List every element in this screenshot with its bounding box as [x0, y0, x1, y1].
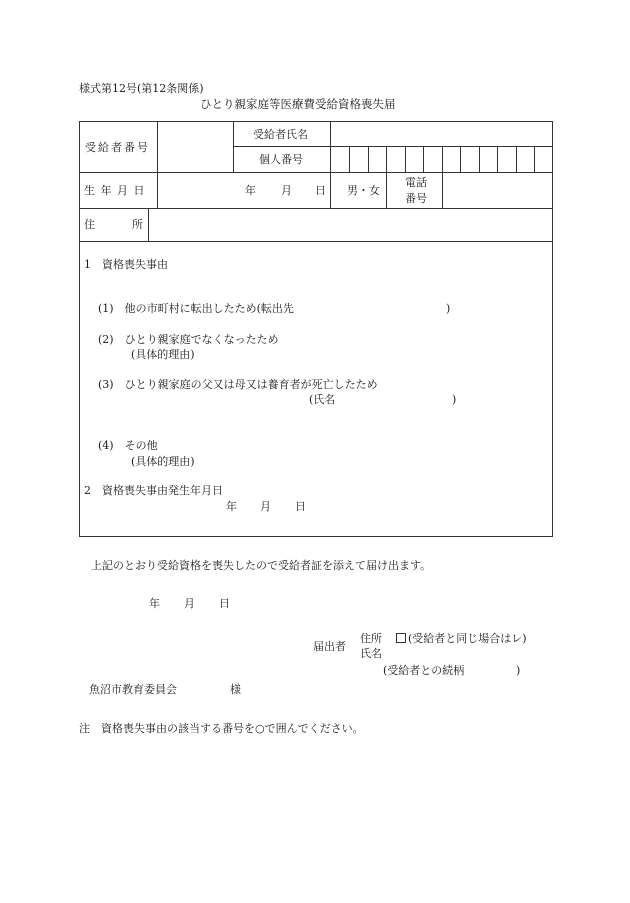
reason-item-1[interactable]: (1) 他の市町村に転出したため(転出先	[98, 302, 294, 315]
same-as-recipient-option[interactable]	[396, 633, 527, 644]
phone-label-line2: 番号	[405, 192, 427, 205]
reason-item-2[interactable]: (2) ひとり親家庭でなくなったため	[98, 333, 279, 346]
reason-item-3-name: (氏名	[309, 393, 336, 406]
reason-item-4[interactable]: (4) その他	[98, 439, 158, 452]
reason-item-4-sub: (具体的理由)	[131, 455, 195, 468]
row-divider	[233, 146, 553, 147]
occurrence-day-label: 日	[295, 500, 306, 513]
occurrence-month-label: 月	[260, 500, 271, 513]
occurrence-year-label: 年	[226, 500, 237, 513]
reasons-heading: 1 資格喪失事由	[84, 258, 168, 271]
phone-label-line1: 電話	[405, 176, 427, 189]
col-divider	[442, 172, 443, 208]
addressee-honorific: 様	[230, 683, 241, 696]
birth-date-label: 生 年 月 日	[84, 184, 146, 197]
row-divider	[79, 208, 553, 209]
declaration-statement: 上記のとおり受給資格を喪失したので受給者証を添えて届け出ます。	[91, 559, 432, 572]
relationship-close: )	[516, 664, 521, 677]
relationship-label: (受給者との続柄	[383, 664, 465, 677]
recipient-name-label: 受給者氏名	[253, 128, 308, 141]
submit-month-label: 月	[184, 597, 195, 610]
digit-cell-divider	[368, 146, 369, 172]
digit-cell-divider	[423, 146, 424, 172]
col-divider	[157, 172, 158, 208]
addressee-name: 魚沼市教育委員会	[89, 683, 177, 696]
form-number: 様式第12号(第12条関係)	[79, 82, 204, 95]
same-as-recipient-label: (受給者と同じ場合はレ)	[408, 632, 527, 645]
applicant-label: 届出者	[313, 640, 346, 653]
digit-cell-divider	[534, 146, 535, 172]
reason-item-2-sub: (具体的理由)	[131, 348, 195, 361]
digit-cell-divider	[460, 146, 461, 172]
applicant-name-label: 氏名	[360, 647, 382, 660]
address-label-char2: 所	[132, 218, 143, 231]
occurrence-date-heading: 2 資格喪失事由発生年月日	[84, 484, 223, 497]
col-divider	[148, 208, 149, 241]
digit-cell-divider	[386, 146, 387, 172]
reason-item-1-close: )	[446, 302, 451, 315]
digit-cell-divider	[479, 146, 480, 172]
col-divider	[386, 172, 387, 208]
digit-cell-divider	[442, 146, 443, 172]
digit-cell-divider	[497, 146, 498, 172]
form-note: 注 資格喪失事由の該当する番号を○で囲んでください。	[79, 722, 364, 735]
digit-cell-divider	[349, 146, 350, 172]
birth-day-label: 日	[315, 184, 326, 197]
submit-day-label: 日	[219, 597, 230, 610]
digit-cell-divider	[405, 146, 406, 172]
individual-number-label: 個人番号	[259, 153, 303, 166]
col-divider	[157, 121, 158, 172]
row-divider	[79, 172, 553, 173]
birth-month-label: 月	[281, 184, 292, 197]
sex-selector[interactable]: 男・女	[347, 184, 380, 197]
recipient-number-label: 受給者番号	[85, 141, 150, 154]
applicant-address-label: 住所	[360, 632, 382, 645]
checkbox-icon[interactable]	[396, 633, 406, 643]
address-label-char1: 住	[84, 218, 95, 231]
form-title: ひとり親家庭等医療費受給資格喪失届	[200, 97, 396, 111]
col-divider	[233, 121, 234, 172]
submit-year-label: 年	[149, 597, 160, 610]
digit-cell-divider	[516, 146, 517, 172]
birth-year-label: 年	[245, 184, 256, 197]
row-divider	[79, 241, 553, 242]
col-divider	[330, 172, 331, 208]
col-divider	[330, 121, 331, 172]
reason-item-3-close: )	[452, 393, 457, 406]
reason-item-3[interactable]: (3) ひとり親家庭の父又は母又は養育者が死亡したため	[98, 378, 378, 391]
